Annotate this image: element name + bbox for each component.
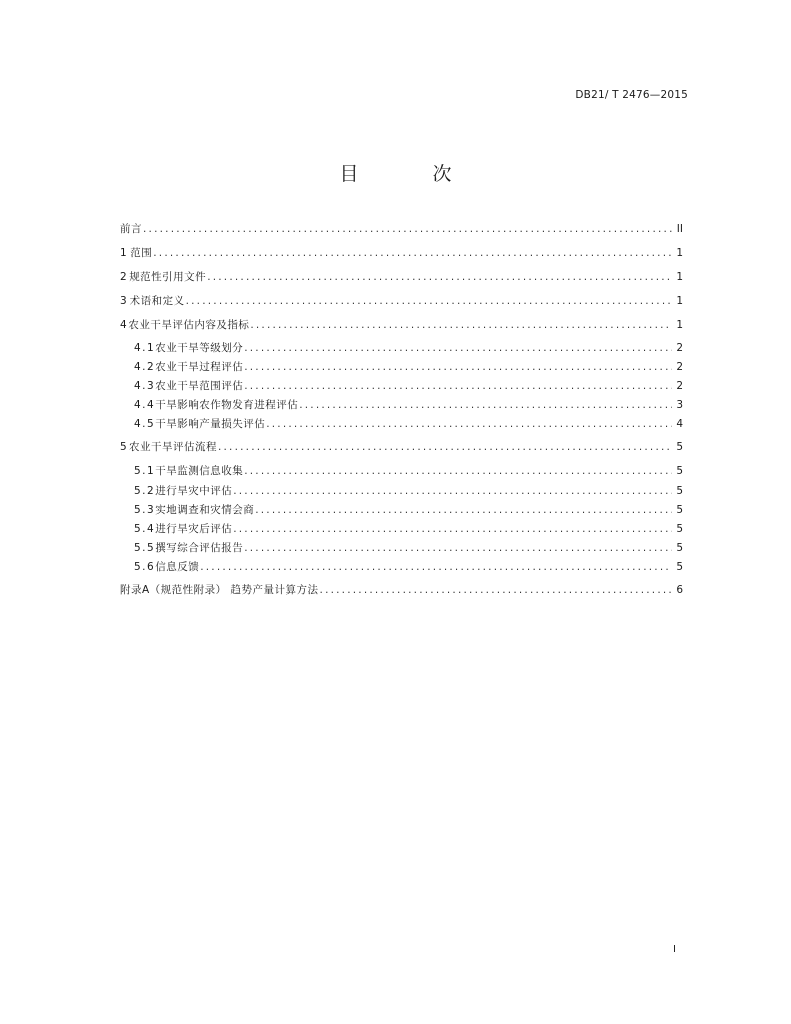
toc-entry-4-3[interactable] [134, 378, 683, 392]
toc-leader-dots [233, 523, 672, 535]
toc-entry-number: 4.3 [134, 380, 156, 392]
toc-entry-5-1[interactable] [134, 463, 683, 477]
toc-leader-dots [244, 542, 672, 554]
toc-entry-2[interactable] [120, 269, 683, 283]
toc-entry-number: 4.2 [134, 361, 156, 373]
toc-entry-text: 信息反馈 [155, 561, 200, 573]
toc-entry-text: 撰写综合评估报告 [155, 542, 244, 554]
toc-leader-dots [320, 584, 672, 596]
toc-leader-dots [218, 441, 672, 453]
toc-entry-page: 3 [676, 399, 683, 411]
toc-leader-dots [244, 380, 672, 392]
toc-entry-5-3[interactable] [134, 502, 683, 516]
toc-leader-dots [244, 361, 672, 373]
toc-entry-number: 4.4 [134, 399, 156, 411]
toc-leader-dots [244, 342, 672, 354]
toc-entry-page: 1 [676, 319, 683, 331]
toc-leader-dots [255, 504, 672, 516]
toc-entry-number: 5.5 [134, 542, 156, 554]
toc-entry-text: 术语和定义 [129, 295, 185, 307]
toc-entry-appendix-a[interactable] [120, 582, 683, 596]
toc-leader-dots [186, 295, 672, 307]
toc-entry-text: 实地调查和灾情会商 [155, 504, 255, 516]
toc-entry-number: 5.6 [134, 561, 156, 573]
toc-entry-page: 5 [676, 504, 683, 516]
toc-entry-5-6[interactable] [134, 559, 683, 573]
toc-entry-number: 2 [120, 271, 127, 283]
toc-leader-dots [200, 561, 672, 573]
toc-entry-text: 农业干旱过程评估 [155, 361, 244, 373]
toc-leader-dots [299, 399, 672, 411]
toc-entry-page: 5 [676, 441, 683, 453]
toc-entry-page: II [676, 223, 683, 235]
toc-entry-page: 5 [676, 465, 683, 477]
toc-leader-dots [143, 223, 672, 235]
toc-leader-dots [233, 485, 672, 497]
toc-entry-page: 1 [676, 247, 683, 259]
toc-entry-text: 进行旱灾中评估 [155, 485, 233, 497]
toc-entry-4-1[interactable] [134, 340, 683, 354]
toc-entry-text: 范围 [130, 247, 153, 259]
toc-entry-number: 4.1 [134, 342, 156, 354]
toc-entry-number: 3 [120, 295, 127, 307]
toc-entry-text: 干旱监测信息收集 [155, 465, 244, 477]
document-code: DB21/ T 2476—2015 [575, 89, 688, 101]
toc-entry-text: 规范性引用文件 [129, 271, 207, 283]
toc-entry-text: 农业干旱评估流程 [128, 441, 217, 453]
toc-entry-page: 5 [676, 561, 683, 573]
toc-entry-page: 1 [676, 271, 683, 283]
toc-entry-page: 2 [676, 380, 683, 392]
page-number: I [673, 944, 676, 955]
toc-entry-page: 1 [676, 295, 683, 307]
toc-entry-number: 4.5 [134, 418, 156, 430]
toc-leader-dots [207, 271, 672, 283]
toc-entry-1[interactable] [120, 245, 683, 259]
toc-leader-dots [266, 418, 672, 430]
toc-entry-text: 农业干旱评估内容及指标 [128, 319, 250, 331]
toc-entry-4-2[interactable] [134, 359, 683, 373]
toc-entry-text: 前言 [120, 223, 142, 235]
toc-entry-page: 4 [676, 418, 683, 430]
toc-entry-text: 干旱影响农作物发育进程评估 [155, 399, 299, 411]
toc-entry-text: 进行旱灾后评估 [155, 523, 233, 535]
toc-entry-4-4[interactable] [134, 397, 683, 411]
toc-entry-page: 6 [676, 584, 683, 596]
toc-leader-dots [153, 247, 672, 259]
toc-entry-number: 5 [120, 441, 127, 453]
toc-entry-4[interactable] [120, 317, 683, 331]
toc-leader-dots [250, 319, 672, 331]
toc-title: 目 次 [339, 163, 486, 185]
toc-entry-text: 农业干旱等级划分 [155, 342, 244, 354]
toc-entry-5-2[interactable] [134, 483, 683, 497]
toc-entry-4-5[interactable] [134, 416, 683, 430]
toc-entry-number: 5.1 [134, 465, 156, 477]
toc-entry-text: 干旱影响产量损失评估 [155, 418, 266, 430]
toc-entry-page: 5 [676, 485, 683, 497]
toc-entry-text: 农业干旱范围评估 [155, 380, 244, 392]
toc-entry-5-4[interactable] [134, 521, 683, 535]
toc-entry-5[interactable] [120, 439, 683, 453]
toc-entry-number: 5.2 [134, 485, 156, 497]
toc-entry-number: 4 [120, 319, 127, 331]
toc-entry-page: 2 [676, 361, 683, 373]
toc-entry-number: 5.3 [134, 504, 156, 516]
toc-entry-text: 附录A（规范性附录） 趋势产量计算方法 [120, 584, 319, 596]
toc-leader-dots [244, 465, 672, 477]
toc-entry-page: 5 [676, 542, 683, 554]
toc-entry-number: 5.4 [134, 523, 156, 535]
toc-entry-preface[interactable] [120, 221, 683, 235]
toc-entry-page: 5 [676, 523, 683, 535]
toc-entry-number: 1 [120, 247, 127, 259]
toc-entry-5-5[interactable] [134, 540, 683, 554]
toc-entry-3[interactable] [120, 293, 683, 307]
toc-entry-page: 2 [676, 342, 683, 354]
